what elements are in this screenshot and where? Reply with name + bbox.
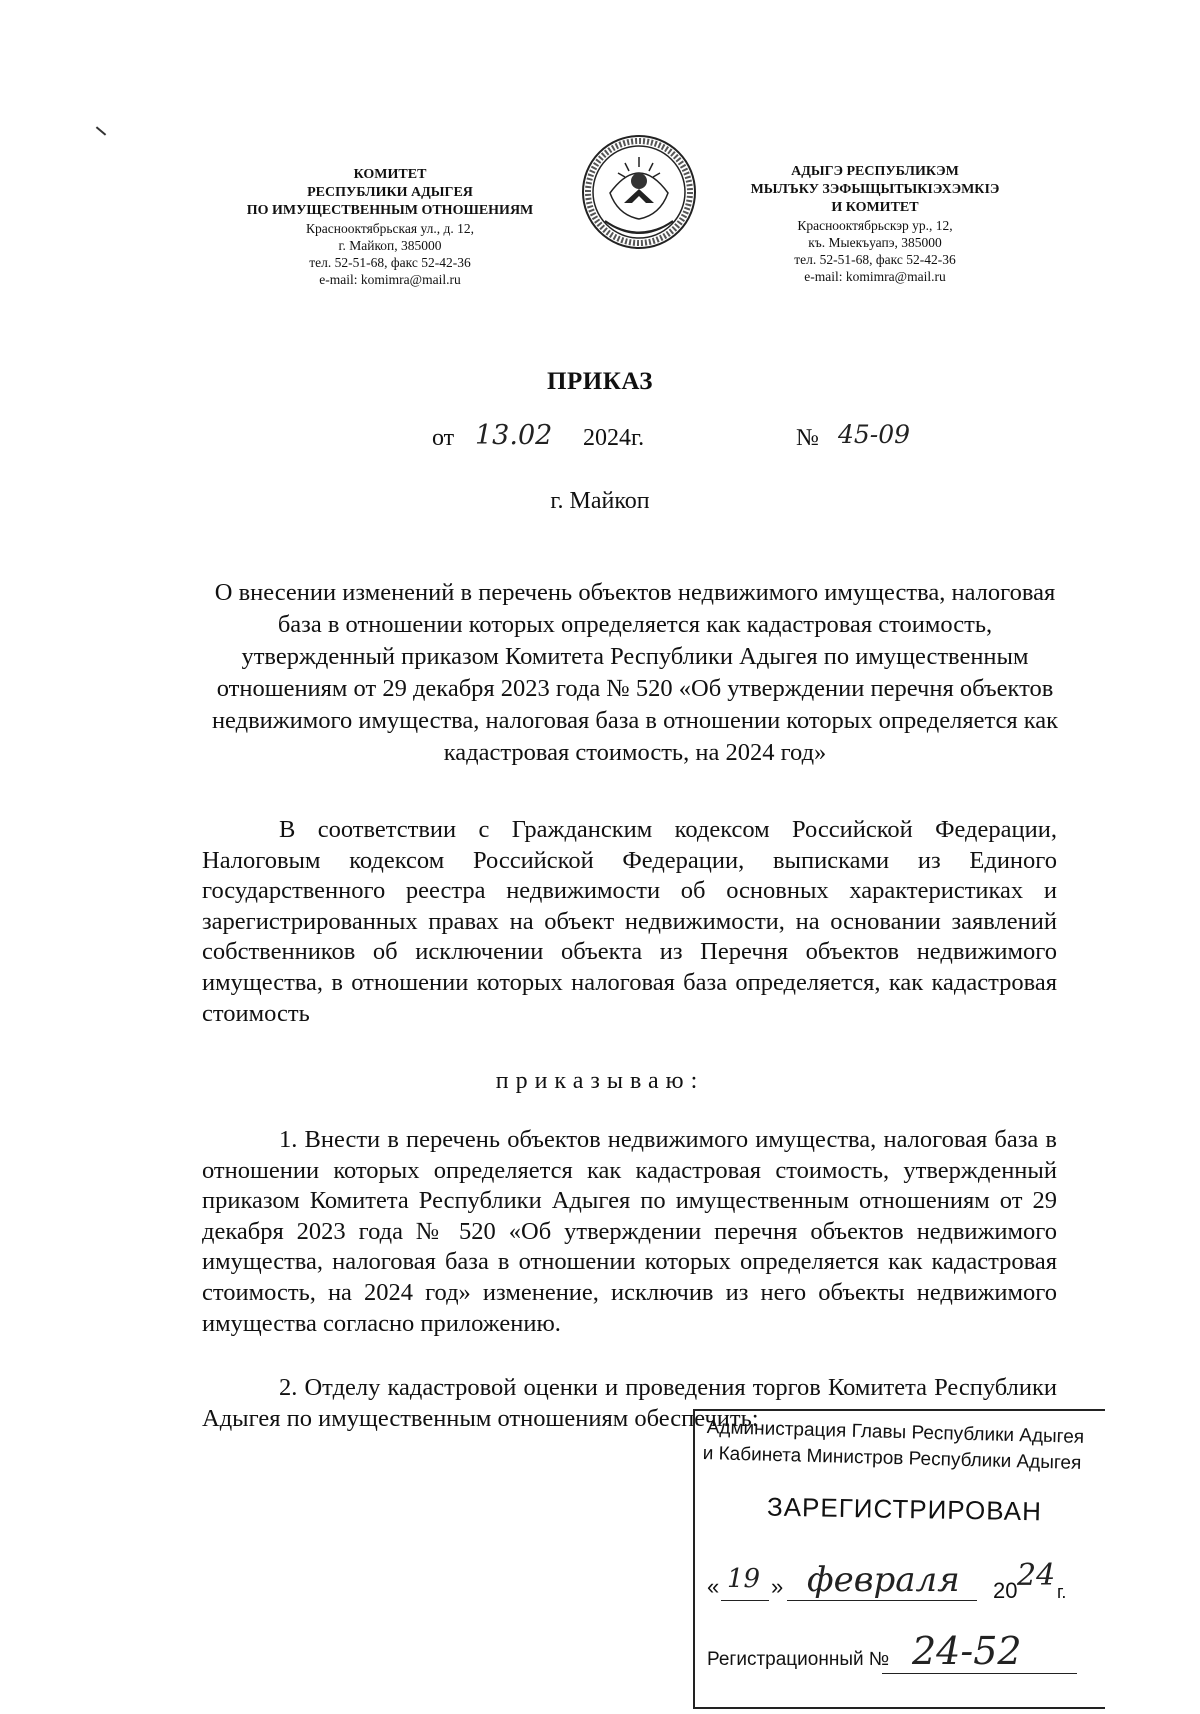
header-left-city: г. Майкоп, 385000 xyxy=(338,238,442,253)
order-word: приказываю: xyxy=(495,1068,705,1094)
stamp-quote-open: « xyxy=(707,1574,720,1599)
stamp-line-2: и Кабинета Министров Республики Адыгея xyxy=(702,1443,1082,1474)
order-item-2: 2. Отделу кадастровой оценки и проведения торгов Комитета Республики Адыгея по имущественным отношениям обеспечить: xyxy=(202,1374,1057,1432)
header-right-address: Краснооктябрьскэр ур., 12, xyxy=(797,218,953,233)
stamp-reg-number: 24-52 xyxy=(912,1629,1022,1673)
header-right-phone: тел. 52-51-68, факс 52-42-36 xyxy=(794,252,956,267)
header-left-phone: тел. 52-51-68, факс 52-42-36 xyxy=(309,255,471,270)
stamp-month: февраля xyxy=(807,1560,960,1600)
header-right xyxy=(690,163,1060,285)
stamp-year-prefix: 20 xyxy=(993,1578,1018,1603)
document-city: г. Майкоп xyxy=(550,488,650,514)
header-right-line2: МЫЛЪКУ ЗЭФЫЩЫТЫКIЭХЭМКIЭ xyxy=(750,182,1000,197)
stamp-reg-label: Регистрационный № xyxy=(707,1649,890,1670)
date-year: 2024г. xyxy=(583,425,645,451)
document-title: ПРИКАЗ xyxy=(547,368,653,395)
header-left-line2: РЕСПУБЛИКИ АДЫГЕЯ xyxy=(307,185,473,200)
handwritten-number: 45-09 xyxy=(838,420,911,449)
header-left xyxy=(200,166,580,288)
stamp-quote-close: » xyxy=(771,1574,784,1599)
date-prefix: от xyxy=(432,425,455,451)
coat-of-arms-emblem-icon xyxy=(580,133,698,251)
registration-stamp xyxy=(693,1409,1105,1709)
header-right-line1: АДЫГЭ РЕСПУБЛИКЭМ xyxy=(791,164,959,179)
header-left-line3: ПО ИМУЩЕСТВЕННЫМ ОТНОШЕНИЯМ xyxy=(246,203,534,218)
stamp-registration-number xyxy=(707,1629,1102,1679)
header-left-email: e-mail: komimra@mail.ru xyxy=(319,272,461,287)
stamp-registered: ЗАРЕГИСТРИРОВАН xyxy=(766,1491,1043,1527)
document-preamble: В соответствии с Гражданским кодексом Российской Федерации, Налоговым кодексом Российской Федерации, выписками из Единого государственного реестра недвижимости об основных характеристиках и зарегистрированных правах на объект недвижимости, на основании заявлений собственников об исключении объекта из Перечня объектов недвижимого имущества, в отношении которых налоговая база определяется, как кадастровая стоимость xyxy=(202,816,1057,1027)
number-prefix: № xyxy=(796,425,819,451)
header-right-email: e-mail: komimra@mail.ru xyxy=(804,269,946,284)
handwritten-date: 13.02 xyxy=(475,420,553,451)
stamp-year-suffix: 24 xyxy=(1017,1558,1056,1593)
header-left-address: Краснооктябрьская ул., д. 12, xyxy=(306,221,474,236)
header-right-line3: И КОМИТЕТ xyxy=(831,200,919,215)
stamp-date xyxy=(707,1558,1102,1611)
order-item-1: 1. Внести в перечень объектов недвижимого имущества, налоговая база в отношении которых определяется как кадастровая стоимость, утвержденный приказом Комитета Республики Адыгея по имущественным отношениям от 29 декабря 2023 года № 520 «Об утверждении перечня объектов недвижимого имущества, налоговая база в отношении которых определяется как кадастровая стоимость, на 2024 год» изменение, исключив из него объекты недвижимого имущества согласно приложению. xyxy=(202,1126,1057,1337)
header-left-line1: КОМИТЕТ xyxy=(353,167,427,182)
stamp-year-unit: г. xyxy=(1057,1582,1067,1602)
stamp-line-1: Администрация Главы Республики Адыгея xyxy=(706,1417,1085,1448)
header-right-city: къ. Мыекъуапэ, 385000 xyxy=(808,235,942,250)
stamp-day: 19 xyxy=(727,1564,761,1594)
scan-artifact-mark xyxy=(96,126,106,135)
document-subject: О внесении изменений в перечень объектов недвижимого имущества, налоговая база в отношении которых определяется как кадастровая стоимость, утвержденный приказом Комитета Республики Адыгея по имущественным отношениям от 29 декабря 2023 года № 520 «Об утверждении перечня объектов недвижимого имущества, налоговая база в отношении которых определяется как кадастровая стоимость, на 2024 год» xyxy=(211,579,1059,766)
